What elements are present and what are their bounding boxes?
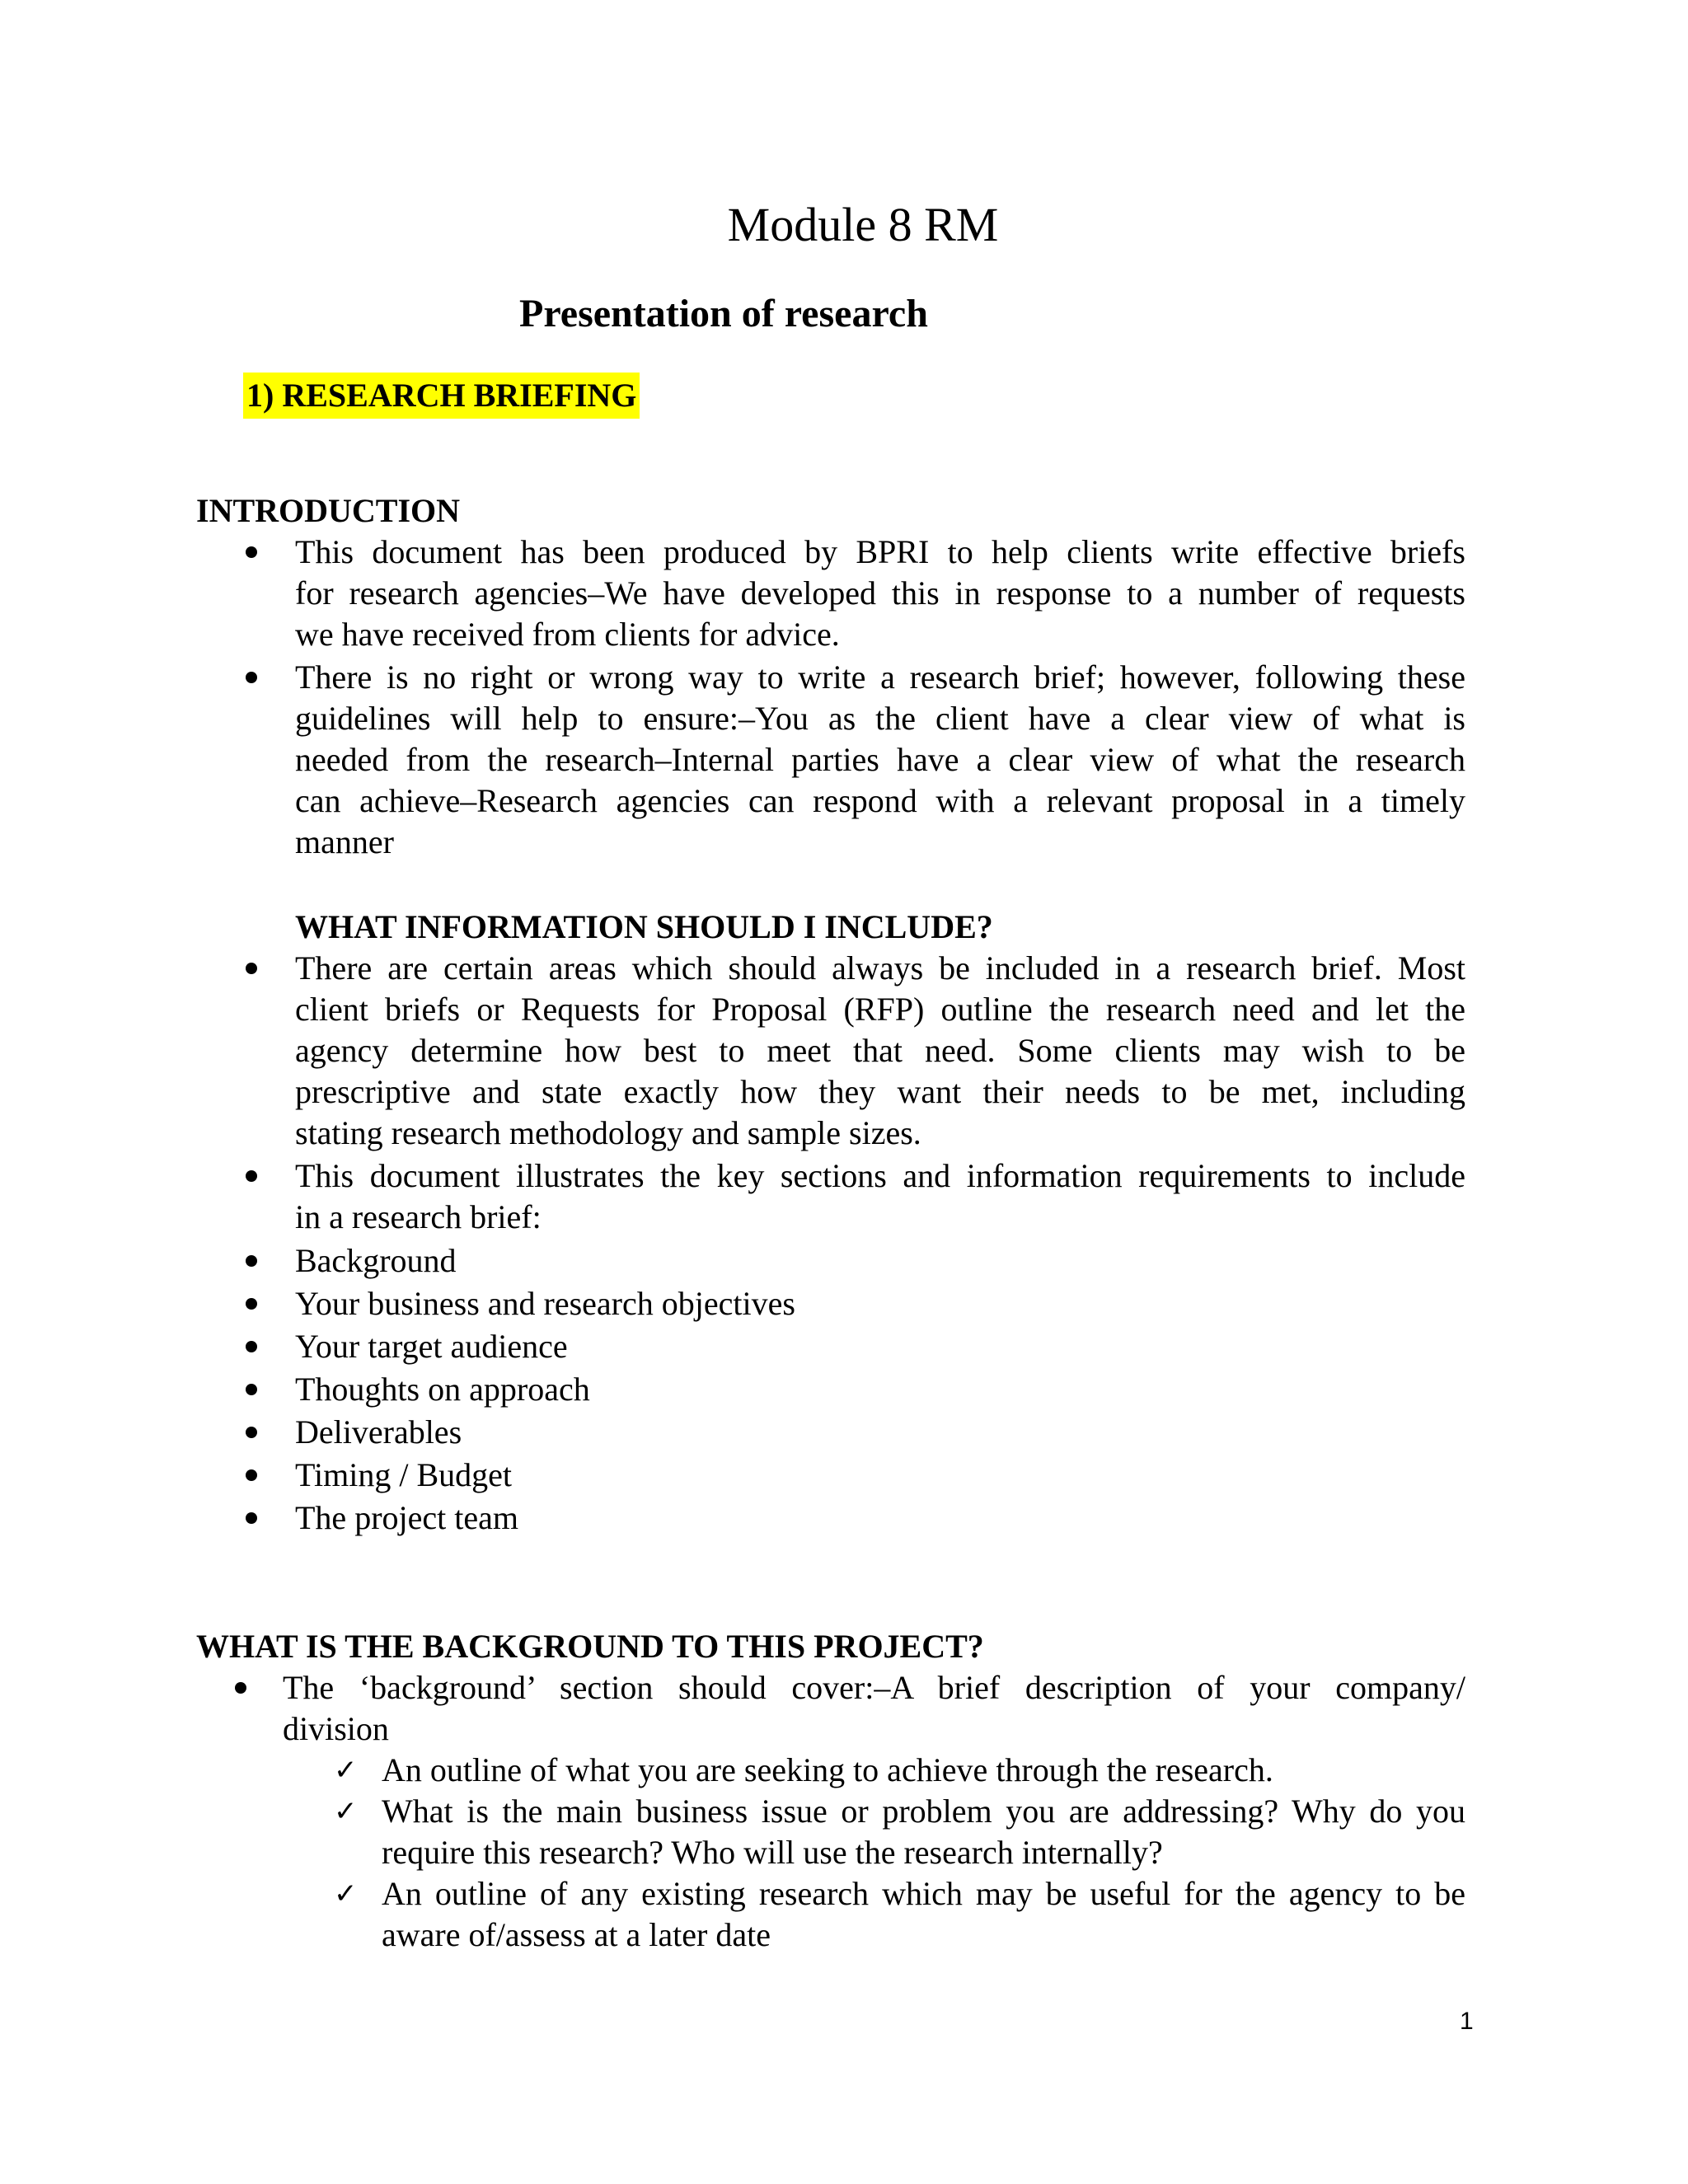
bullet-icon <box>246 1469 257 1481</box>
intro-paragraph-1 <box>295 532 1465 655</box>
check-item-2 <box>382 1791 1465 1873</box>
text-line: stating research methodology and sample sizes. <box>295 1114 921 1151</box>
bullet-icon <box>246 1255 257 1267</box>
document-subtitle: Presentation of research <box>519 292 928 335</box>
bullet-icon <box>246 963 257 974</box>
information-heading: WHAT INFORMATION SHOULD I INCLUDE? <box>295 908 993 945</box>
list-item: Your business and research objectives <box>295 1285 795 1322</box>
text-line: client briefs or Requests for Proposal (RFP) outline the research need and let the <box>295 991 1465 1028</box>
text-line: agency determine how best to meet that need. Some clients may wish to be <box>295 1032 1465 1069</box>
bullet-icon <box>246 1341 257 1352</box>
text-line: division <box>283 1710 389 1747</box>
list-item: The project team <box>295 1499 518 1536</box>
list-item: Timing / Budget <box>295 1456 513 1493</box>
background-heading: WHAT IS THE BACKGROUND TO THIS PROJECT? <box>196 1628 984 1665</box>
text-line: This document illustrates the key sections and information requirements to include <box>295 1157 1465 1194</box>
list-item: Background <box>295 1242 457 1279</box>
introduction-heading: INTRODUCTION <box>196 492 461 529</box>
bullet-icon <box>246 1384 257 1395</box>
text-line: aware of/assess at a later date <box>382 1916 771 1953</box>
list-item: Deliverables <box>295 1413 462 1451</box>
information-paragraph-2 <box>295 1155 1465 1238</box>
bullet-icon <box>246 1512 257 1524</box>
bullet-icon <box>246 672 257 683</box>
check-item-1 <box>382 1750 1465 1791</box>
information-paragraph-1 <box>295 948 1465 1154</box>
text-line: prescriptive and state exactly how they want their needs to be met, including <box>295 1073 1465 1110</box>
text-line: An outline of what you are seeking to achieve through the research. <box>382 1751 1273 1788</box>
page-number: 1 <box>1460 2008 1474 2035</box>
bullet-icon <box>246 1298 257 1310</box>
checkmark-icon: ✓ <box>334 1877 358 1910</box>
checkmark-icon: ✓ <box>334 1754 358 1787</box>
bullet-icon <box>246 1427 257 1438</box>
background-paragraph <box>283 1667 1465 1750</box>
check-item-3 <box>382 1873 1465 1956</box>
text-line: The ‘background’ section should cover:–A brief description of your company/ <box>283 1669 1465 1706</box>
text-line: This document has been produced by BPRI to help clients write effective briefs <box>295 533 1465 570</box>
text-line: There is no right or wrong way to write a research brief; however, following these <box>295 658 1465 696</box>
text-line: There are certain areas which should always be included in a research brief. Most <box>295 949 1465 987</box>
text-line: in a research brief: <box>295 1198 542 1235</box>
checkmark-icon: ✓ <box>334 1795 358 1828</box>
intro-paragraph-2 <box>295 657 1465 863</box>
text-line: An outline of any existing research which may be useful for the agency to be <box>382 1875 1465 1912</box>
text-line: What is the main business issue or problem you are addressing? Why do you <box>382 1793 1465 1830</box>
text-line: require this research? Who will use the research internally? <box>382 1834 1163 1871</box>
text-line: guidelines will help to ensure:–You as the client have a clear view of what is <box>295 700 1465 737</box>
text-line: for research agencies–We have developed this in response to a number of requests <box>295 574 1465 612</box>
document-title: Module 8 RM <box>727 198 999 251</box>
text-line: can achieve–Research agencies can respond with a relevant proposal in a timely <box>295 782 1465 819</box>
text-line: needed from the research–Internal parties have a clear view of what the research <box>295 741 1465 778</box>
bullet-icon <box>246 1170 257 1182</box>
text-line: we have received from clients for advice. <box>295 616 840 653</box>
bullet-icon <box>235 1682 246 1694</box>
list-item: Thoughts on approach <box>295 1371 590 1408</box>
bullet-icon <box>246 546 257 558</box>
section-title-highlighted: 1) RESEARCH BRIEFING <box>243 373 640 419</box>
text-line: manner <box>295 823 394 860</box>
list-item: Your target audience <box>295 1328 568 1365</box>
